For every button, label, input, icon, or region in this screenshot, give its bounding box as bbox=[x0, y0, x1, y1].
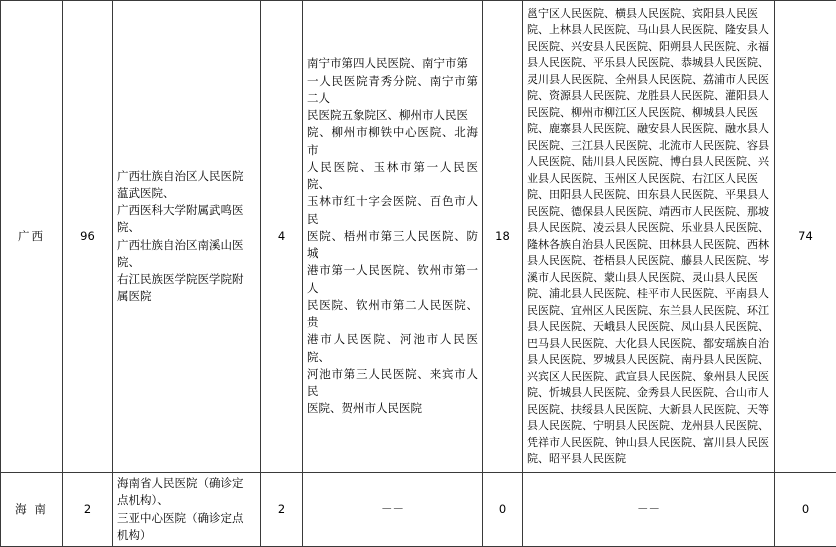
list-line: 院、上林县人民医院、马山县人民医院、隆安县人 bbox=[527, 22, 770, 39]
list-line: 院、昭平县人民医院 bbox=[527, 451, 770, 468]
list-line: 县人民医院、平乐县人民医院、恭城县人民医院、 bbox=[527, 55, 770, 72]
list-line: 港市第一人民医院、钦州市第一人 bbox=[307, 262, 478, 297]
list-line: 玉林市红十字会医院、百色市人民 bbox=[307, 193, 478, 228]
list-line: 院、资源县人民医院、龙胜县人民医院、灌阳县人 bbox=[527, 88, 770, 105]
list-line: 隆林各族自治县人民医院、田林县人民医院、西林 bbox=[527, 237, 770, 254]
list-line: 院、浦北县人民医院、桂平市人民医院、平南县人 bbox=[527, 286, 770, 303]
cell-count-total: 96 bbox=[63, 1, 113, 473]
list-line: 民医院、钦州市第二人民医院、贵 bbox=[307, 297, 478, 332]
cell-hospitals-level2 bbox=[303, 1, 483, 473]
cell-count-total: 2 bbox=[63, 473, 113, 547]
cell-hospitals-level3: －－ bbox=[523, 473, 775, 547]
list-line: 院、田阳县人民医院、田东县人民医院、平果县人 bbox=[527, 187, 770, 204]
list-line: 巴马县人民医院、大化县人民医院、都安瑶族自治 bbox=[527, 336, 770, 353]
list-line: 业县人民医院、玉州区人民医院、右江区人民医 bbox=[527, 171, 770, 188]
table-row bbox=[1, 473, 836, 547]
list-line: 民医院、三江县人民医院、北流市人民医院、容县 bbox=[527, 138, 770, 155]
list-line: 广西医科大学附属武鸣医 bbox=[117, 202, 256, 219]
list-line: 南宁市第四人民医院、南宁市第 bbox=[307, 55, 478, 72]
list-line: 民医院五象院区、柳州市人民医 bbox=[307, 107, 478, 124]
list-line: 民医院、德保县人民医院、靖西市人民医院、那坡 bbox=[527, 204, 770, 221]
hospital-list-level2 bbox=[307, 55, 478, 417]
list-line: 医院、梧州市第三人民医院、防城 bbox=[307, 228, 478, 263]
list-line: 县人民医院、苍梧县人民医院、藤县人民医院、岑 bbox=[527, 253, 770, 270]
cell-hospitals-level3 bbox=[523, 1, 775, 473]
cell-count-4: 0 bbox=[775, 473, 836, 547]
list-line: 人民医院、陆川县人民医院、博白县人民医院、兴 bbox=[527, 154, 770, 171]
cell-hospitals-level1 bbox=[113, 1, 261, 473]
list-line: 兴宾区人民医院、武宣县人民医院、象州县人民医 bbox=[527, 369, 770, 386]
cell-province: 广西 bbox=[1, 1, 63, 473]
list-line: 海南省人民医院（确诊定 bbox=[117, 475, 256, 492]
list-line: 县人民医院、罗城县人民医院、南丹县人民医院、 bbox=[527, 352, 770, 369]
list-line: 溪市人民医院、蒙山县人民医院、灵山县人民医 bbox=[527, 270, 770, 287]
list-line: 广西壮族自治区南溪山医 bbox=[117, 237, 256, 254]
hospital-list-level1 bbox=[117, 168, 256, 306]
list-line: 属医院 bbox=[117, 288, 256, 305]
cell-count-2: 4 bbox=[261, 1, 303, 473]
list-line: 院、 bbox=[117, 219, 256, 236]
list-line: 河池市第三人民医院、来宾市人民 bbox=[307, 366, 478, 401]
list-line: 右江民族医学院医学院附 bbox=[117, 271, 256, 288]
list-line: 港市人民医院、河池市人民医院、 bbox=[307, 331, 478, 366]
list-line: 院、鹿寨县人民医院、融安县人民医院、融水县人 bbox=[527, 121, 770, 138]
list-line: 院、柳州市柳铁中心医院、北海市 bbox=[307, 124, 478, 159]
list-line: 院、 bbox=[117, 254, 256, 271]
list-line: 民医院、宜州区人民医院、东兰县人民医院、环江 bbox=[527, 303, 770, 320]
list-line: 县人民医院、天峨县人民医院、凤山县人民医院、 bbox=[527, 319, 770, 336]
list-line: 民医院、扶绥县人民医院、大新县人民医院、天等 bbox=[527, 402, 770, 419]
cell-hospitals-level2: －－ bbox=[303, 473, 483, 547]
list-line: 点机构）、 bbox=[117, 492, 256, 509]
list-line: 医院、贺州市人民医院 bbox=[307, 400, 478, 417]
list-line: 邕宁区人民医院、横县人民医院、宾阳县人民医 bbox=[527, 6, 770, 23]
hospital-list-level1 bbox=[117, 475, 256, 544]
hospital-list-level3 bbox=[527, 6, 770, 468]
cell-hospitals-level1 bbox=[113, 473, 261, 547]
list-line: 县人民医院、宁明县人民医院、龙州县人民医院、 bbox=[527, 418, 770, 435]
cell-province: 海 南 bbox=[1, 473, 63, 547]
list-line: 县人民医院、凌云县人民医院、乐业县人民医院、 bbox=[527, 220, 770, 237]
list-line: 广西壮族自治区人民医院 bbox=[117, 168, 256, 185]
cell-count-2: 2 bbox=[261, 473, 303, 547]
cell-count-3: 0 bbox=[483, 473, 523, 547]
list-line: 民医院、兴安县人民医院、阳朔县人民医院、永福 bbox=[527, 39, 770, 56]
list-line: 人民医院、玉林市第一人民医院、 bbox=[307, 159, 478, 194]
list-line: 三亚中心医院（确诊定点 bbox=[117, 510, 256, 527]
list-line: 蕰武医院、 bbox=[117, 185, 256, 202]
table-row bbox=[1, 1, 836, 473]
list-line: 院、忻城县人民医院、金秀县人民医院、合山市人 bbox=[527, 385, 770, 402]
list-line: 民医院、柳州市柳江区人民医院、柳城县人民医 bbox=[527, 105, 770, 122]
cell-count-3: 18 bbox=[483, 1, 523, 473]
list-line: 灵川县人民医院、全州县人民医院、荔浦市人民医 bbox=[527, 72, 770, 89]
cell-count-4: 74 bbox=[775, 1, 836, 473]
list-line: 一人民医院青秀分院、南宁市第二人 bbox=[307, 73, 478, 108]
list-line: 凭祥市人民医院、钟山县人民医院、富川县人民医 bbox=[527, 435, 770, 452]
list-line: 机构） bbox=[117, 527, 256, 544]
